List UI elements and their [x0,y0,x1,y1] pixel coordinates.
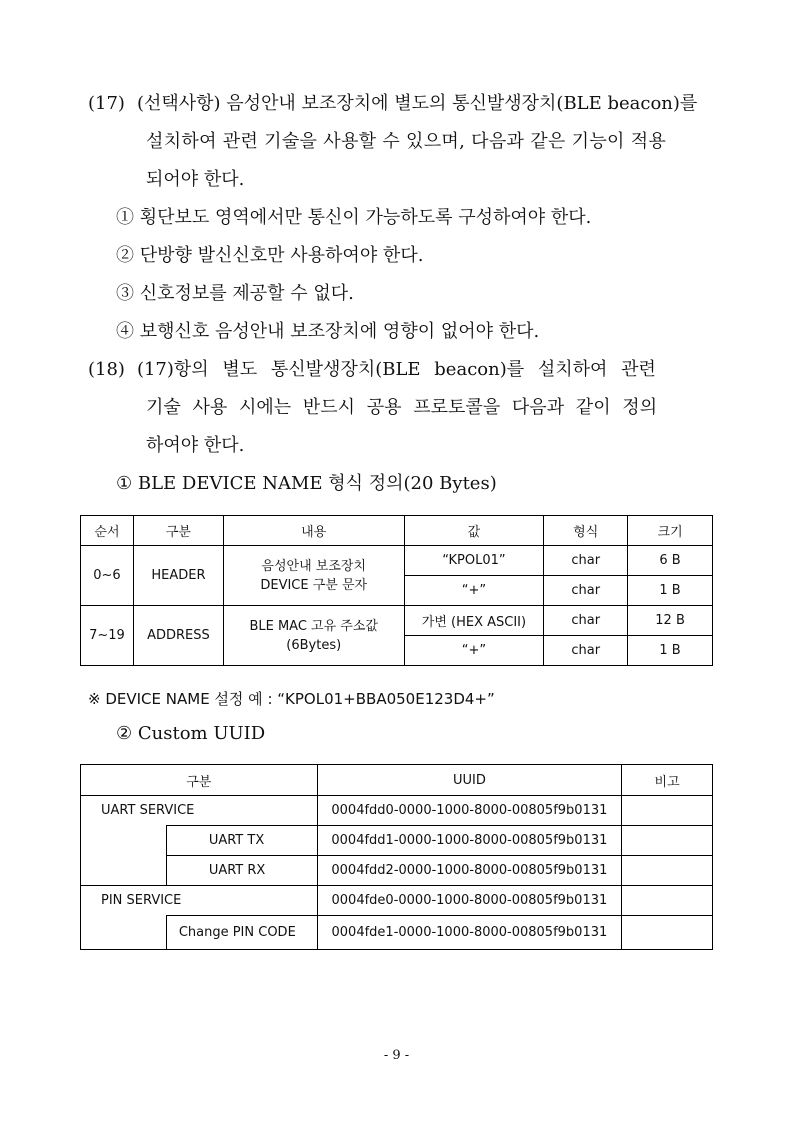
change-pin-code-uuid: 0004fde1-0000-1000-8000-00805f9b0131 [317,916,622,950]
header-category: 구분 [133,516,223,546]
sub-item-17-3: ③ 신호정보를 제공할 수 없다. [116,283,354,304]
pin-group-spacer [81,916,167,950]
sub-item-17-1: ① 횡단보도 영역에서만 통신이 가능하도록 구성하여야 한다. [116,207,592,228]
row1-format-2: char [544,576,628,606]
uart-rx-uuid: 0004fdd2-0000-1000-8000-00805f9b0131 [317,856,622,886]
row1-value-1: “KPOL01” [404,546,544,576]
row1-content-line2: DEVICE 구분 문자 [260,577,368,593]
uart-service-uuid: 0004fdd0-0000-1000-8000-00805f9b0131 [317,796,622,826]
row2-format-1: char [544,606,628,636]
table-header-row [81,516,713,546]
header-format: 형식 [544,516,628,546]
item-17-line-1 [88,92,716,116]
custom-uuid-table [80,764,713,950]
header-value: 값 [404,516,544,546]
item-17-text-1: (선택사항) 음성안내 보조장치에 별도의 통신발생장치(BLE beacon)를 [136,93,698,114]
item-18-line-3: 하여야 한다. [146,435,245,456]
row1-content [223,546,404,606]
header-category: 구분 [81,765,318,796]
row2-category: ADDRESS [133,606,223,666]
item-17-line-2: 설치하여 관련 기술을 사용할 수 있으며, 다음과 같은 기능이 적용 [146,131,667,152]
row1-order: 0~6 [81,546,134,606]
row1-format-1: char [544,546,628,576]
row2-content [223,606,404,666]
item-18-line-2: 기술 사용 시에는 반드시 공용 프로토콜을 다음과 같이 정의 [146,397,658,418]
sub-item-17-4: ④ 보행신호 음성안내 보조장치에 영향이 없어야 한다. [116,321,540,342]
table-row [81,546,713,576]
header-uuid: UUID [317,765,622,796]
row2-size-1: 12 B [628,606,713,636]
pin-service-uuid: 0004fde0-0000-1000-8000-00805f9b0131 [317,886,622,916]
change-pin-code-remark [622,916,713,950]
uart-group-spacer [81,826,167,886]
uart-tx-remark [622,826,713,856]
pin-service-remark [622,886,713,916]
ble-device-name-table [80,515,713,666]
row1-content-line1: 음성안내 보조장치 [261,558,367,574]
sub-item-17-2: ② 단방향 발신신호만 사용하여야 한다. [116,245,424,266]
table-header-row [81,765,713,796]
page-number: - 9 - [383,1048,410,1063]
row2-order: 7~19 [81,606,134,666]
uart-tx-uuid: 0004fdd1-0000-1000-8000-00805f9b0131 [317,826,622,856]
pin-service-name: PIN SERVICE [81,886,318,916]
uart-rx-remark [622,856,713,886]
sub-item-18-1: ① BLE DEVICE NAME 형식 정의(20 Bytes) [116,473,497,494]
uart-rx-name: UART RX [166,856,317,886]
table-row [81,796,713,826]
row2-value-1: 가변 (HEX ASCII) [404,606,544,636]
item-17-line-3: 되어야 한다. [146,169,245,190]
row2-format-2: char [544,636,628,666]
table-row [81,856,713,886]
item-18-number: (18) [88,359,125,380]
device-name-example-note: ※ DEVICE NAME 설정 예 : “KPOL01+BBA050E123D4+” [88,690,495,708]
row1-value-2: “+” [404,576,544,606]
row2-size-2: 1 B [628,636,713,666]
row1-size-1: 6 B [628,546,713,576]
uart-tx-name: UART TX [166,826,317,856]
header-content: 내용 [223,516,404,546]
header-remark: 비고 [622,765,713,796]
header-size: 크기 [628,516,713,546]
row2-value-2: “+” [404,636,544,666]
row2-content-line1: BLE MAC 고유 주소값 [249,618,378,634]
uart-service-name: UART SERVICE [81,796,318,826]
table-row [81,606,713,636]
sub-item-18-2: ② Custom UUID [116,723,266,744]
item-17-number: (17) [88,93,125,114]
item-18-line-1 [88,358,716,382]
change-pin-code-name: Change PIN CODE [166,916,317,950]
header-order: 순서 [81,516,134,546]
uart-service-remark [622,796,713,826]
row1-size-2: 1 B [628,576,713,606]
row2-content-line2: (6Bytes) [286,637,342,653]
table-row [81,916,713,950]
table-row [81,886,713,916]
table-row [81,826,713,856]
row1-category: HEADER [133,546,223,606]
item-18-text-1: (17)항의 별도 통신발생장치(BLE beacon)를 설치하여 관련 [136,359,656,380]
